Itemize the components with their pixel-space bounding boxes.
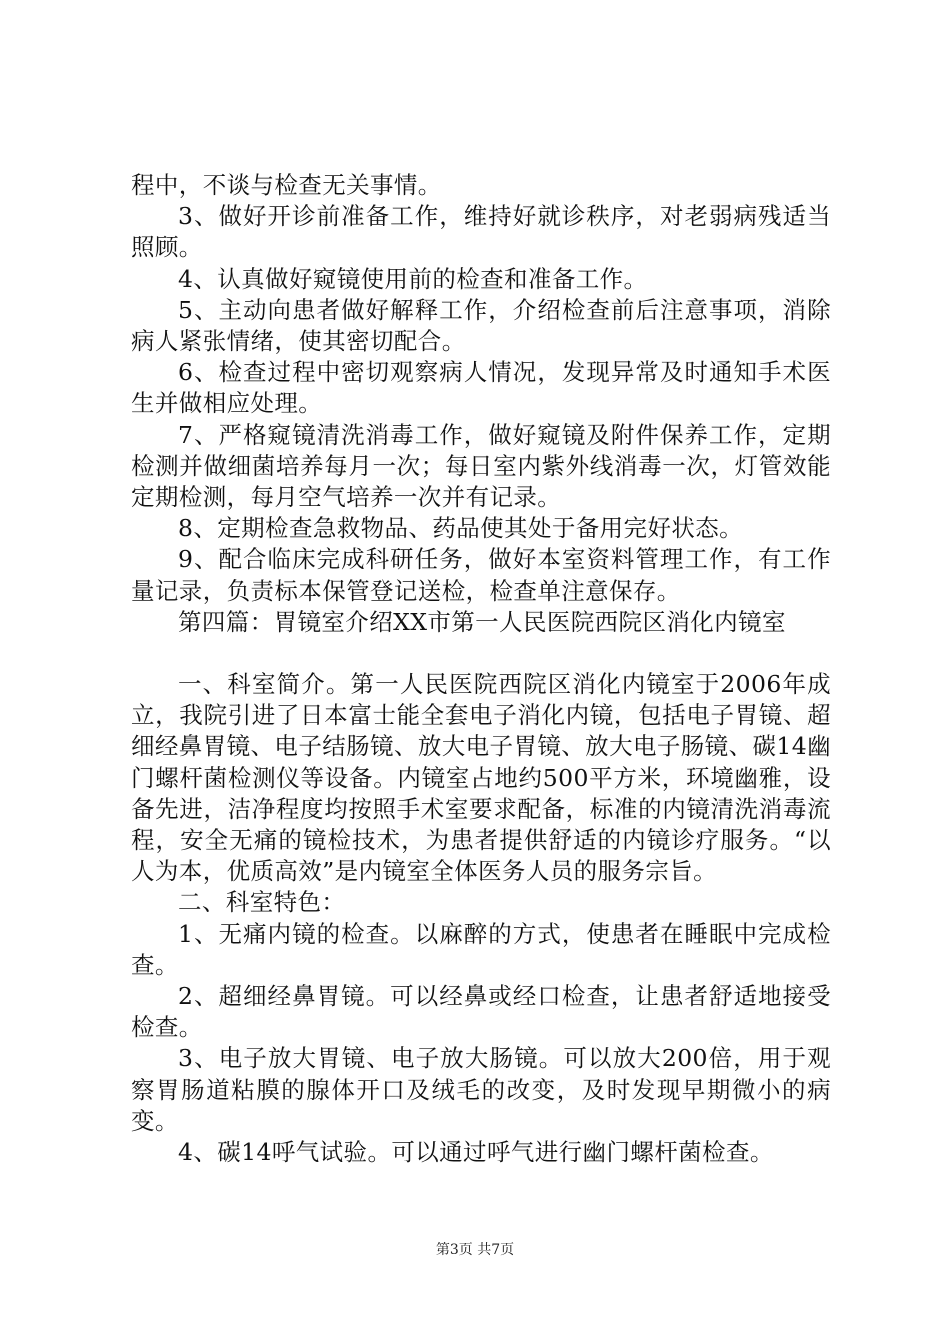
page-footer: 第3页 共7页 [435,1242,515,1258]
paragraph-3: 4、认真做好窥镜使用前的检查和准备工作。 [178,264,648,293]
paragraph-1: 程中，不谈与检查无关事情。 [131,171,442,199]
paragraph-8: 9、配合临床完成科研任务，做好本室资料管理工作，有工作量记录，负责标本保管登记送检，检查单注意保存。 [131,545,831,605]
paragraph-feature-1: 1、无痛内镜的检查。以麻醉的方式，使患者在睡眠中完成检查。 [131,919,831,979]
section-heading: 第四篇：胃镜室介绍XX市第一人民医院西院区消化内镜室 [178,607,786,636]
paragraph-feature-3: 3、电子放大胃镜、电子放大肠镜。可以放大200倍，用于观察胃肠道粘膜的腺体开口及绒毛的改变，及时发现早期微小的病变。 [131,1044,831,1135]
paragraph-6: 7、严格窥镜清洗消毒工作，做好窥镜及附件保养工作，定期检测并做细菌培养每月一次；每日室内紫外线消毒一次，灯管效能定期检测，每月空气培养一次并有记录。 [131,420,831,512]
paragraph-intro: 一、科室简介。第一人民医院西院区消化内镜室于2006年成立，我院引进了日本富士能全套电子消化内镜，包括电子胃镜、超细经鼻胃镜、电子结肠镜、放大电子胃镜、放大电子肠镜、碳14幽门螺杆菌检测仪等设备。内镜室占地约500平方米，环境幽雅，设备先进，洁净程度均按照手术室要求配备，标准的内镜清洗消毒流程，安全无痛的镜检技术，为患者提供舒适的内镜诊疗服务。“以人为本，优质高效”是内镜室全体医务人员的服务宗旨。 [131,670,831,886]
paragraph-5: 6、检查过程中密切观察病人情况，发现异常及时通知手术医生并做相应处理。 [131,358,831,418]
paragraph-4: 5、主动向患者做好解释工作，介绍检查前后注意事项，消除病人紧张情绪，使其密切配合。 [131,295,831,356]
paragraph-features-heading: 二、科室特色： [178,888,346,917]
paragraph-feature-2: 2、超细经鼻胃镜。可以经鼻或经口检查，让患者舒适地接受检查。 [131,982,831,1042]
paragraph-7: 8、定期检查急救物品、药品使其处于备用完好状态。 [178,514,744,543]
paragraph-feature-4: 4、碳14呼气试验。可以通过呼气进行幽门螺杆菌检查。 [178,1138,774,1167]
document-body [131,170,831,1168]
paragraph-2: 3、做好开诊前准备工作，维持好就诊秩序，对老弱病残适当照顾。 [131,202,831,262]
